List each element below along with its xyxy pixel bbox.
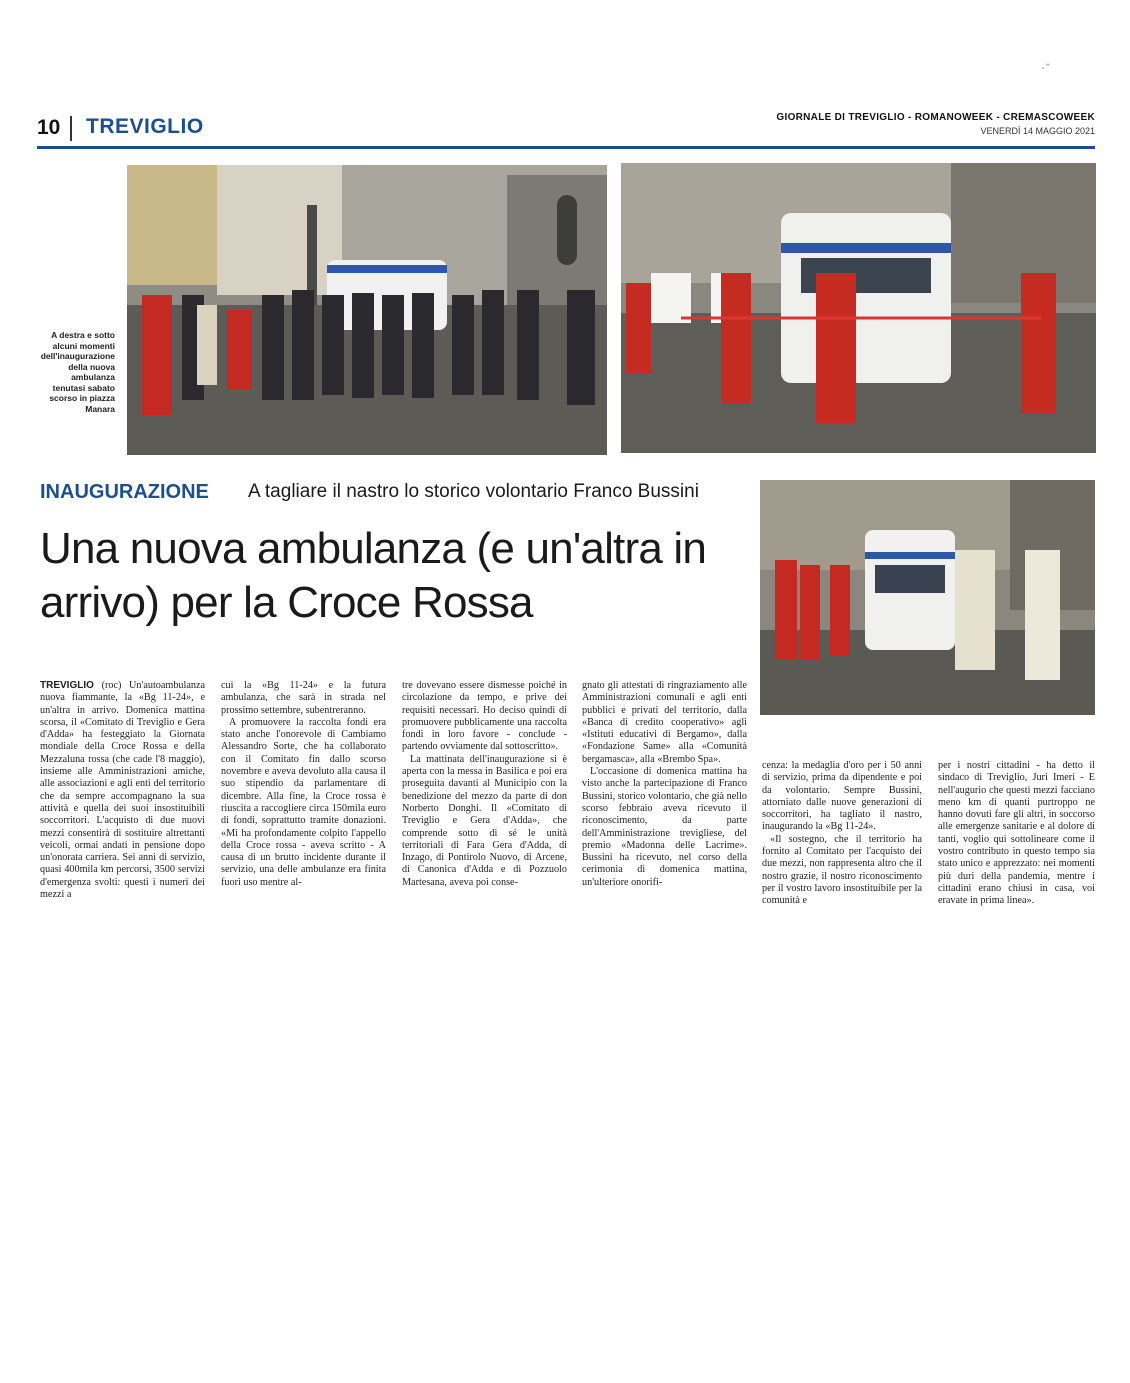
publication-date: VENERDÌ 14 MAGGIO 2021	[980, 126, 1095, 136]
article-paragraph: La mattinata dell'inaugurazione si è aperta con la messa in Basilica e poi era proseguita davanti al Municipio con la benedizione del mezzo da parte di don Norberto Donghi. Il «Comitato di Treviglio e Gera d'Adda», che comprende sotto di sé le unità territoriali di Fara Gera d'Adda, di Inzago, di Pontirolo Nuovo, di Arcene, di Canonica d'Adda e di Pozzuolo Martesana, aveva poi conse-	[402, 753, 567, 888]
header-separator	[70, 116, 72, 141]
article-column-1	[40, 680, 205, 958]
article-column-2	[221, 680, 386, 958]
article-column-4	[582, 680, 747, 958]
article-column-6	[938, 760, 1095, 958]
page-number: 10	[37, 116, 61, 139]
article-column-3	[402, 680, 567, 958]
masthead: GIORNALE DI TREVIGLIO - ROMANOWEEK - CREMASCOWEEK	[776, 112, 1095, 123]
photo-blessing	[760, 480, 1095, 715]
header-rule	[37, 146, 1095, 149]
section-title: TREVIGLIO	[86, 115, 204, 138]
photo-group-in-piazza	[127, 165, 607, 455]
article-paragraph: cenza: la medaglia d'oro per i 50 anni di servizio, prima da dipendente e poi da volontario. Sempre Bussini, attorniato dalle nuove generazioni di soccorritori, ha tagliato il nastro, inaugurando la «Bg 11-24».	[762, 760, 922, 833]
article-headline: Una nuova ambulanza (e un'altra in arrivo) per la Croce Rossa	[40, 524, 707, 627]
article-paragraph: cui la «Bg 11-24» e la futura ambulanza, che sarà in strada nel prossimo settembre, subentreranno.	[221, 680, 386, 716]
photo-caption: A destra e sotto alcuni momenti dell'inaugurazione della nuova ambulanza tenutasi sabato scorso in piazza Manara	[40, 330, 115, 414]
article-paragraph: (roc) Un'autoambulanza nuova fiammante, la «Bg 11-24», e un'altra in arrivo. Domenica mattina scorsa, il «Comitato di Treviglio e Gera d'Adda» ha festeggiato la Giornata mondiale della Croce Rossa e della Mezzaluna rossa (che cade l'8 maggio), insieme alle Amministrazioni amiche, alle associazioni e agli enti del territorio che da sempre accompagnano la sua attività e quella dei suoi insostituibili soccorritori. L'acquisto di due nuovi mezzi consentirà di sostituire altrettanti veicoli, ormai andati in pensione dopo un'onorata carriera. Sei anni di servizio, quasi 400mila km percorsi, 3500 servizi d'emergenza svolti: questi i numeri dei mezzi a	[40, 680, 205, 901]
article-kicker: INAUGURAZIONE	[40, 481, 209, 503]
article-paragraph: per i nostri cittadini - ha detto il sindaco di Treviglio, Juri Imeri - E nell'augurio che questi mezzi facciano meno km di quanti purtroppo ne hanno dovuti fare gli altri, in soccorso alle emergenze sanitarie e al dolore di tanti, voglio qui sottolineare come il vostro contributo in questo tempo sia stato unico e apprezzato: nei momenti più duri della pandemia, mentre i cittadini erano chiusi in casa, voi eravate in prima linea».	[938, 760, 1095, 907]
article-paragraph: gnato gli attestati di ringraziamento alle Amministrazioni comunali e agli enti pubblici e privati del territorio, dalla «Banca di credito cooperativo» agli «Istituti educativi di Bergamo», dalla «Fondazione Same» alla «Comunità bergamasca», alla «Brembo Spa».	[582, 680, 747, 765]
article-paragraph: «Il sostegno, che il territorio ha fornito al Comitato per l'acquisto dei due mezzi, non rappresenta altro che il nostro grazie, il nostro riconoscimento per il vostro lavoro insostituibile per la comunità e	[762, 833, 922, 907]
article-paragraph: L'occasione di domenica mattina ha visto anche la partecipazione di Franco Bussini, storico volontario, che già nello scorso febbraio aveva ricevuto il riconoscimento, da parte dell'Amministrazione trevigliese, del premio «Madonna delle Lacrime». Bussini ha ricevuto, nel corso della cerimonia di domenica mattina, un'ulteriore onorifi-	[582, 766, 747, 888]
article-paragraph: tre dovevano essere dismesse poiché in circolazione da tempo, e prive dei requisiti necessari. Ho deciso quindi di promuovere pubblicamente una raccolta fondi in loro favore - conclude - partendo ovviamente dal sottoscritto».	[402, 680, 567, 753]
article-paragraph: A promuovere la raccolta fondi era stato anche l'onorevole di Cambiamo Alessandro Sorte, che ha collaborato con il Comitato fin dallo scorso novembre e aveva devoluto alla causa il suo stipendio da parlamentare di dicembre. Alla fine, la Croce rossa è riuscita a raccogliere circa 150mila euro di fondi, soprattutto tramite donazioni. «Mi ha profondamente colpito l'appello della Croce rossa - aveva scritto - A causa di un brutto incidente durante il servizio, una delle ambulanze era finita fuori uso mentre al-	[221, 716, 386, 888]
photo-ribbon-cutting	[621, 163, 1096, 453]
corner-mark: ·ˇ	[1040, 62, 1050, 77]
article-column-5	[762, 760, 922, 958]
article-lead: TREVIGLIO	[40, 680, 94, 691]
article-subtitle: A tagliare il nastro lo storico volontario Franco Bussini	[248, 481, 699, 502]
